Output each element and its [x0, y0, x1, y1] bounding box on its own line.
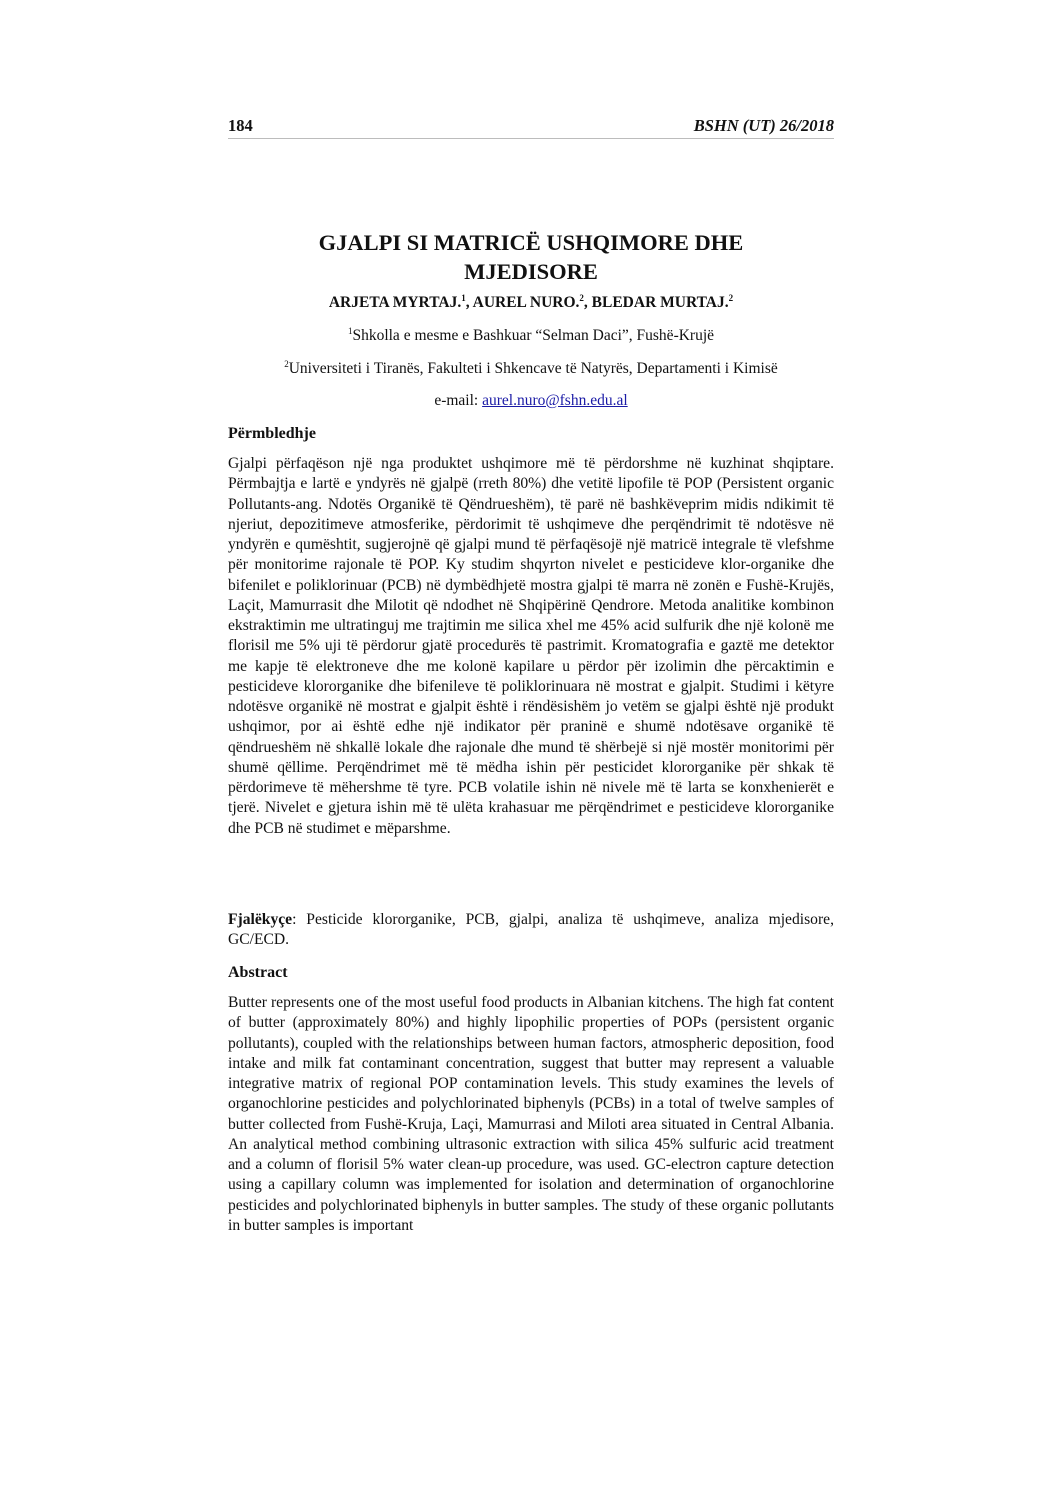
contact-email	[228, 391, 834, 411]
affiliation-text: Universiteti i Tiranës, Fakulteti i Shkencave të Natyrës, Departamenti i Kimisë	[288, 360, 778, 377]
abstract-paragraph: Butter represents one of the most useful food products in Albanian kitchens. The high fat content of butter (approximately 80%) and highly lipophilic properties of POPs (persistent organic pollutants), coupled with the relationships between human factors, atmospheric deposition, food intake and milk fat contaminant concentration, suggest that butter may represent a valuable integrative matrix of regional POP contamination levels. This study examines the levels of organochlorine pesticides and polychlorinated biphenyls (PCBs) in a total of twelve samples of butter collected from Fushë-Kruja, Laçi, Mamurrasi and Miloti area situated in Central Albania. An analytical method combining ultrasonic extraction with silica 45% sulfuric acid treatment and a column of florisil 5% water clean-up procedure, was used. GC-electron capture detection using a capillary column was implemented for isolation and determination of organochlorine pesticides and polychlorinated biphenyls in butter samples. The study of these organic pollutants in butter samples is important	[228, 994, 834, 1234]
affiliation-text: Shkolla e mesme e Bashkuar “Selman Daci”, Fushë-Krujë	[352, 327, 715, 344]
title-line-2: MJEDISORE	[464, 259, 598, 284]
affiliation-1	[228, 326, 834, 346]
author-affiliation-marker: 1	[461, 292, 466, 303]
title-line-1: GJALPI SI MATRICË USHQIMORE DHE	[318, 230, 744, 255]
author-separator: ,	[465, 294, 473, 311]
email-label: e-mail:	[434, 392, 483, 409]
journal-reference: BSHN (UT) 26/2018	[693, 116, 834, 135]
paper-title	[228, 228, 834, 286]
abstract-heading: Abstract	[228, 964, 288, 981]
affiliation-marker: 2	[284, 358, 289, 369]
keywords-text: : Pesticide klororganike, PCB, gjalpi, analiza të ushqimeve, analiza mjedisore, GC/ECD.	[228, 911, 834, 949]
author-list	[228, 293, 834, 313]
keywords-label: Fjalëkyçe	[228, 911, 293, 928]
author-separator: ,	[583, 294, 592, 311]
keywords-paragraph	[228, 910, 834, 951]
affiliation-2	[228, 359, 834, 379]
author-name: AUREL NURO.	[472, 294, 580, 311]
author-name: ARJETA MYRTAJ.	[328, 294, 462, 311]
summary-heading: Përmbledhje	[228, 425, 316, 442]
email-link[interactable]: aurel.nuro@fshn.edu.al	[482, 392, 628, 409]
author-affiliation-marker: 2	[728, 292, 734, 303]
summary-paragraph: Gjalpi përfaqëson një nga produktet ushqimore më të përdorshme në kuzhinat shqiptare. Përmbajtja e lartë e yndyrës në gjalpë (rreth 80%) dhe vetitë lipofile të POP (Persistent organic Pollutants-ang. Ndotës Organikë të Qëndrueshëm), të parë në bashkëveprim midis ndikimit të njeriut, depozitimeve atmosferike, përdorimit të ushqimeve dhe perqëndrimit të ndotësve në yndyrën e qumështit, sugjerojnë që gjalpi mund të përfaqësojë një matricë integrale të vlefshme për monitorime rajonale të POP. Ky studim shqyrton nivelet e pesticideve klor-organike dhe bifenilet e poliklorinuar (PCB) në dymbëdhjetë mostra gjalpi të marra në zonën e Fushë-Krujës, Laçit, Mamurrasit dhe Milotit që ndodhet në Shqipërinë Qendrore. Metoda analitike kombinon ekstraktimin me ultratinguj me trajtimin me silica xhel me 45% acid sulfurik dhe një kolonë me florisil me 5% uji të përdorur gjatë procedurës të pastrimit. Kromatografia e gaztë me detektor me kapje të elektroneve dhe me kolonë kapilare u përdor për izolimin dhe përcaktimin e pesticideve klororganike dhe bifenileve të poliklorinuara në mostrat e gjalpit. Studimi i këtyre ndotësve organikë në mostrat e gjalpit është i rëndësishëm jo vetëm se gjalpi është një produkt ushqimor, por ai është edhe një indikator për praninë e shumë ndotësave organikë të qëndrueshëm në shkallë lokale dhe rajonale dhe mund të shërbejë si një mostër monitorimi për shumë qëllime. Perqëndrimet më të mëdha ishin për pesticidet klororganike për shkak të përdorimeve të mëhershme të tyre. PCB volatile ishin në nivele më të larta se konxhenierët e tjerë. Nivelet e gjetura ishin më të ulëta krahasuar me përqëndrimet e pesticideve klororganike dhe PCB në studimet e mëparshme.	[228, 455, 834, 837]
running-header	[228, 114, 834, 139]
affiliation-marker: 1	[347, 325, 353, 336]
author-name: BLEDAR MURTAJ.	[591, 294, 729, 311]
author-affiliation-marker: 2	[579, 292, 584, 303]
page-number: 184	[228, 116, 253, 135]
